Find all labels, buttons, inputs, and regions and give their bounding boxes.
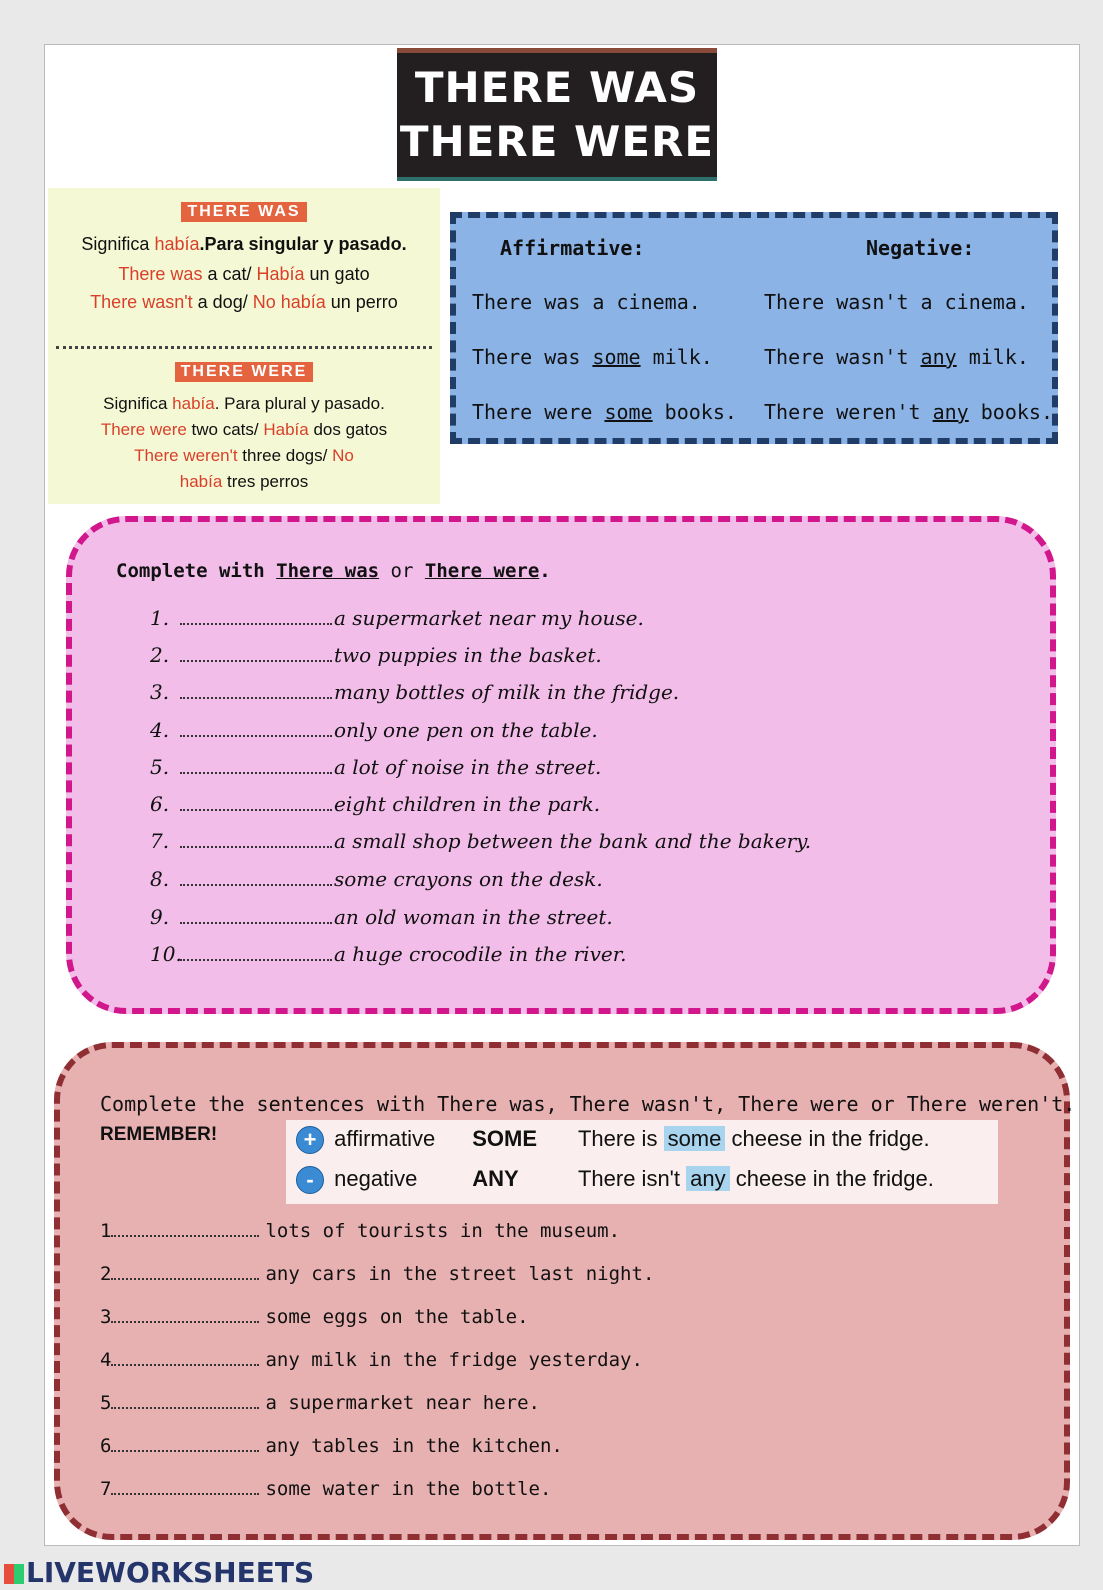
were-example-2-es: No xyxy=(332,446,354,465)
were-meaning-rule: . Para plural y pasado. xyxy=(214,394,385,413)
exercise-1-item: 9. an old woman in the street. xyxy=(150,905,613,929)
section-divider xyxy=(56,346,432,349)
remember-label: REMEMBER! xyxy=(100,1124,218,1145)
exercise-2-item: 6 any tables in the kitchen. xyxy=(100,1435,563,1457)
liveworksheets-logo xyxy=(4,1556,314,1589)
plus-icon: + xyxy=(296,1126,324,1154)
there-were-badge: THERE WERE xyxy=(175,362,314,382)
any-keyword: ANY xyxy=(472,1166,519,1191)
brand-text: LIVEWORKSHEETS xyxy=(26,1556,315,1589)
exercise-1-item: 6. eight children in the park. xyxy=(150,792,601,816)
exercise-1-item: 4. only one pen on the table. xyxy=(150,718,598,742)
answer-blank[interactable] xyxy=(111,1221,259,1237)
exercise-1-instruction: Complete with There was or There were. xyxy=(116,560,551,582)
exercise-1-box xyxy=(66,516,1056,1014)
answer-blank[interactable] xyxy=(180,795,332,811)
answer-blank[interactable] xyxy=(180,945,332,961)
were-example-1-es: Había xyxy=(263,420,309,439)
was-example-1-obj: a cat/ xyxy=(202,264,257,284)
answer-blank[interactable] xyxy=(180,721,332,737)
exercise-2-item: 4 any milk in the fridge yesterday. xyxy=(100,1349,643,1371)
were-meaning-word: había xyxy=(172,394,215,413)
grammar-explanation-box xyxy=(48,188,440,504)
exercise-2-item: 2 any cars in the street last night. xyxy=(100,1263,655,1285)
answer-blank[interactable] xyxy=(180,646,332,662)
were-example-2-en: There weren't xyxy=(134,446,238,465)
title-line-1: THERE WAS xyxy=(414,63,700,112)
negative-example-3: There weren't any books. xyxy=(764,400,1053,424)
were-example-2-obj: three dogs/ xyxy=(237,446,333,465)
answer-blank[interactable] xyxy=(180,832,332,848)
answer-blank[interactable] xyxy=(180,908,332,924)
negative-example-2: There wasn't any milk. xyxy=(764,345,1029,369)
answer-blank[interactable] xyxy=(111,1479,259,1495)
affirmative-example-2: There was some milk. xyxy=(472,345,713,369)
some-keyword: SOME xyxy=(472,1126,538,1151)
minus-icon: - xyxy=(296,1166,324,1194)
affirmative-label: Affirmative: xyxy=(500,236,645,260)
exercise-1-item: 2. two puppies in the basket. xyxy=(150,643,602,667)
negative-example-1: There wasn't a cinema. xyxy=(764,290,1029,314)
affirmative-example-3: There were some books. xyxy=(472,400,737,424)
there-was-badge: THERE WAS xyxy=(181,202,306,222)
exercise-1-item: 1. a supermarket near my house. xyxy=(150,606,644,630)
exercise-2-item: 7 some water in the bottle. xyxy=(100,1478,552,1500)
negative-word: negative xyxy=(334,1166,418,1191)
exercise-2-item: 1 lots of tourists in the museum. xyxy=(100,1220,621,1242)
answer-blank[interactable] xyxy=(111,1436,259,1452)
answer-blank[interactable] xyxy=(111,1350,259,1366)
affirmative-negative-table xyxy=(450,212,1058,444)
answer-blank[interactable] xyxy=(180,609,332,625)
was-example-2-en: There wasn't xyxy=(90,292,193,312)
negative-label: Negative: xyxy=(866,236,975,260)
answer-blank[interactable] xyxy=(111,1307,259,1323)
was-meaning-text: Significa xyxy=(81,234,155,254)
was-example-1-es-obj: un gato xyxy=(304,264,370,284)
was-example-2-obj: a dog/ xyxy=(192,292,253,312)
answer-blank[interactable] xyxy=(111,1264,259,1280)
answer-blank[interactable] xyxy=(111,1393,259,1409)
exercise-1-item: 10. a huge crocodile in the river. xyxy=(150,942,627,966)
were-example-1-en: There were xyxy=(100,420,187,439)
worksheet-title xyxy=(397,48,717,181)
was-meaning-rule: .Para singular y pasado. xyxy=(199,234,407,254)
any-example: There isn't any cheese in the fridge. xyxy=(577,1166,934,1191)
was-example-1-en: There was xyxy=(118,264,203,284)
logo-icon xyxy=(4,1564,24,1584)
exercise-1-item: 5. a lot of noise in the street. xyxy=(150,755,602,779)
answer-blank[interactable] xyxy=(180,870,332,886)
were-example-3-es: había xyxy=(179,472,223,491)
exercise-1-item: 8. some crayons on the desk. xyxy=(150,867,603,891)
was-example-1-es: Había xyxy=(256,264,305,284)
title-line-2: THERE WERE xyxy=(399,117,715,166)
were-example-1-obj: two cats/ xyxy=(186,420,264,439)
were-example-3-es-obj: tres perros xyxy=(222,472,309,491)
exercise-1-item: 3. many bottles of milk in the fridge. xyxy=(150,680,680,704)
was-meaning-word: había xyxy=(154,234,200,254)
was-example-2-es: No había xyxy=(252,292,326,312)
answer-blank[interactable] xyxy=(180,683,332,699)
exercise-2-box xyxy=(54,1042,1076,1540)
remember-table xyxy=(286,1120,998,1204)
exercise-2-instruction: Complete the sentences with There was, There wasn't, There were or There weren't. xyxy=(100,1092,1076,1116)
some-example: There is some cheese in the fridge. xyxy=(577,1126,930,1151)
were-example-1-es-obj: dos gatos xyxy=(308,420,388,439)
answer-blank[interactable] xyxy=(180,758,332,774)
exercise-1-item: 7. a small shop between the bank and the bakery. xyxy=(150,829,812,853)
affirmative-example-1: There was a cinema. xyxy=(472,290,701,314)
was-example-2-es-obj: un perro xyxy=(325,292,398,312)
affirmative-word: affirmative xyxy=(334,1126,436,1151)
exercise-2-item: 5 a supermarket near here. xyxy=(100,1392,540,1414)
exercise-2-item: 3 some eggs on the table. xyxy=(100,1306,529,1328)
were-meaning-text: Significa xyxy=(103,394,173,413)
